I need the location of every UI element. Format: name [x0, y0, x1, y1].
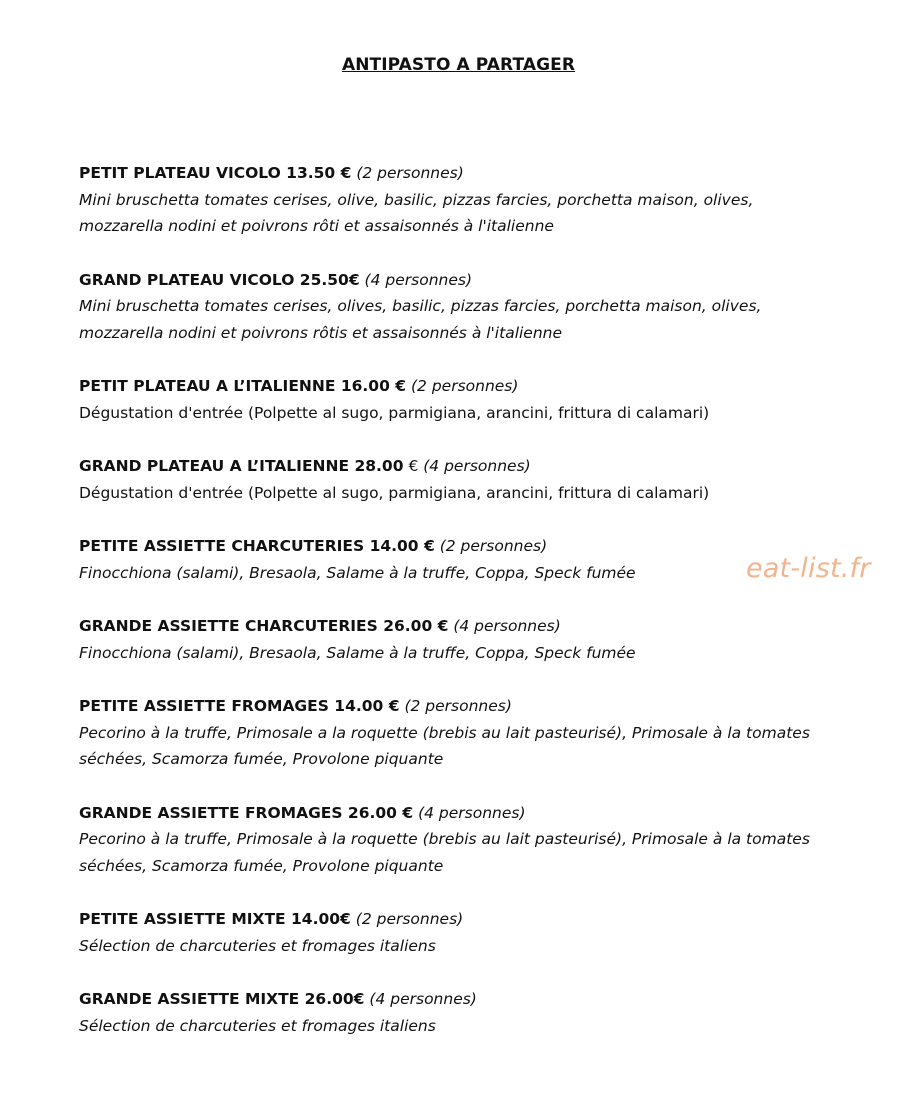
menu-item-persons: (4 personnes) — [369, 990, 477, 1008]
menu-item — [79, 613, 879, 666]
menu-item-description: Sélection de charcuteries et fromages italiens — [79, 1016, 436, 1035]
menu-item-header — [79, 693, 879, 720]
menu-item-description: Pecorino à la truffe, Primosale à la roquette (brebis au lait pasteurisé), Primosale à la tomates séchées, Scamorza fumée, Provolone piquante — [79, 830, 810, 875]
menu-item-persons: (4 personnes) — [423, 457, 531, 475]
menu-item-name: GRANDE ASSIETTE CHARCUTERIES 26.00 € — [79, 617, 449, 635]
menu-item-name: PETIT PLATEAU A L’ITALIENNE 16.00 € — [79, 377, 407, 395]
menu-item — [79, 373, 879, 426]
menu-item-header — [79, 267, 879, 294]
menu-item-name: GRAND PLATEAU VICOLO 25.50€ — [79, 270, 360, 289]
menu-item-name: GRAND PLATEAU A L’ITALIENNE 28.00 — [79, 457, 404, 475]
menu-item-persons: (2 personnes) — [356, 164, 464, 182]
menu-item-description: Mini bruschetta tomates cerises, olive, basilic, pizzas farcies, porchetta maison, olives, mozzarella nodini et poivrons rôti et assaisonnés à l'italienne — [79, 190, 754, 235]
menu-item-header — [79, 613, 879, 640]
menu-item-persons: (4 personnes) — [453, 617, 561, 635]
menu-item — [79, 800, 879, 880]
menu-item-persons: (2 personnes) — [355, 910, 464, 928]
menu-item-name: GRANDE ASSIETTE FROMAGES 26.00 € — [79, 803, 414, 822]
menu-item-header — [79, 800, 879, 827]
menu-item — [79, 693, 879, 773]
menu-item-persons: (4 personnes) — [364, 270, 472, 289]
menu-item-description: Finocchiona (salami), Bresaola, Salame à la truffe, Coppa, Speck fumée — [79, 563, 636, 582]
menu-item-persons: (4 personnes) — [418, 803, 526, 822]
menu-item-name: PETITE ASSIETTE CHARCUTERIES 14.00 € — [79, 537, 435, 555]
menu-item — [79, 453, 879, 506]
menu-item-name: PETITE ASSIETTE FROMAGES 14.00 € — [79, 697, 400, 715]
menu-item-header — [79, 906, 879, 933]
menu-item — [79, 267, 879, 347]
menu-item-description: Mini bruschetta tomates cerises, olives, basilic, pizzas farcies, porchetta maison, olives, mozzarella nodini et poivrons rôtis et assaisonnés à l'italienne — [79, 297, 762, 342]
menu-item — [79, 986, 879, 1039]
menu-item-name: PETITE ASSIETTE MIXTE 14.00€ — [79, 910, 351, 928]
menu-item-description: Finocchiona (salami), Bresaola, Salame à la truffe, Coppa, Speck fumée — [79, 643, 636, 662]
menu-item — [79, 906, 879, 959]
menu-item-persons: (2 personnes) — [439, 537, 548, 555]
menu-item-persons: (2 personnes) — [404, 697, 512, 715]
menu-item-header — [79, 453, 879, 480]
menu-item-description: Pecorino à la truffe, Primosale a la roquette (brebis au lait pasteurisé), Primosale à la tomates séchées, Scamorza fumée, Provolone piquante — [79, 723, 810, 768]
menu-item-header — [79, 373, 879, 400]
menu-item-description: Dégustation d'entrée (Polpette al sugo, parmigiana, arancini, frittura di calamari) — [79, 403, 710, 422]
menu-list — [79, 160, 879, 1066]
menu-item-header — [79, 160, 879, 187]
watermark-text: eat-list.fr — [746, 553, 871, 584]
menu-item-header — [79, 986, 879, 1013]
menu-item-currency: € — [408, 457, 419, 475]
menu-item-description: Sélection de charcuteries et fromages italiens — [79, 936, 436, 955]
menu-item-description: Dégustation d'entrée (Polpette al sugo, parmigiana, arancini, frittura di calamari) — [79, 483, 710, 502]
menu-item — [79, 160, 879, 240]
page-title: ANTIPASTO A PARTAGER — [341, 55, 576, 75]
menu-item-name: PETIT PLATEAU VICOLO 13.50 € — [79, 164, 352, 182]
menu-item-name: GRANDE ASSIETTE MIXTE 26.00€ — [79, 990, 365, 1008]
menu-item-persons: (2 personnes) — [410, 377, 519, 395]
